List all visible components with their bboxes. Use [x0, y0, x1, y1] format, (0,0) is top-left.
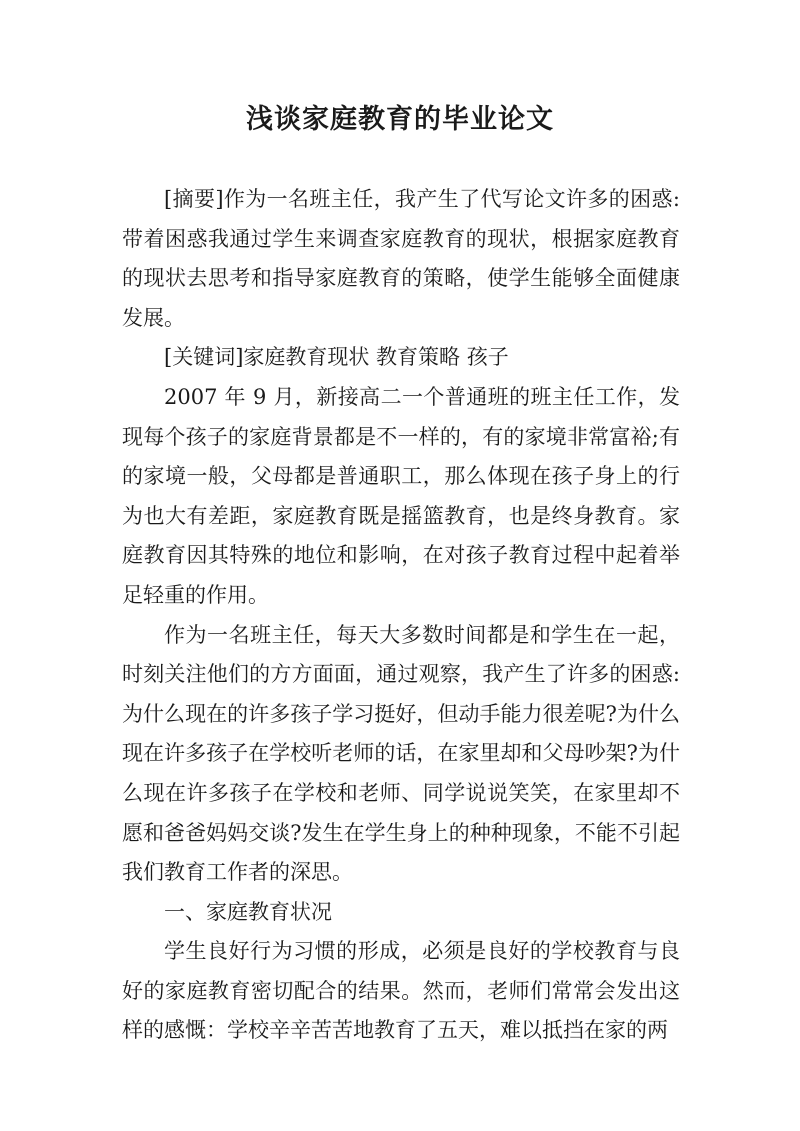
- document-title: 浅谈家庭教育的毕业论文: [246, 104, 554, 135]
- abstract-paragraph: [摘要]作为一名班主任，我产生了代写论文许多的困惑:带着困惑我通过学生来调查家庭教育的现状，根据家庭教育的现状去思考和指导家庭教育的策略，使学生能够全面健康发展。: [122, 187, 680, 330]
- keywords-paragraph: [关键词]家庭教育现状 教育策略 孩子: [164, 345, 509, 370]
- section-heading: 一、家庭教育状况: [164, 899, 332, 924]
- body-paragraph: 2007 年 9 月，新接高二一个普通班的班主任工作，发现每个孩子的家庭背景都是不一样的，有的家境非常富裕;有的家境一般，父母都是普通职工，那么体现在孩子身上的行为也大有差距，家庭教育既是摇篮教育，也是终身教育。家庭教育因其特殊的地位和影响，在对孩子教育过程中起着举足轻重的作用。: [122, 384, 680, 607]
- document-body: [122, 180, 680, 1051]
- body-paragraph: 作为一名班主任，每天大多数时间都是和学生在一起，时刻关注他们的方方面面，通过观察，我产生了许多的困惑:为什么现在的许多孩子学习挺好，但动手能力很差呢?为什么现在许多孩子在学校听老师的话，在家里却和父母吵架?为什么现在许多孩子在学校和老师、同学说说笑笑，在家里却不愿和爸爸妈妈交谈?发生在学生身上的种种现象，不能不引起我们教育工作者的深思。: [122, 622, 680, 885]
- body-paragraph: 学生良好行为习惯的形成，必须是良好的学校教育与良好的家庭教育密切配合的结果。然而，老师们常常会发出这样的感慨：学校辛辛苦苦地教育了五天，难以抵挡在家的两: [122, 939, 680, 1043]
